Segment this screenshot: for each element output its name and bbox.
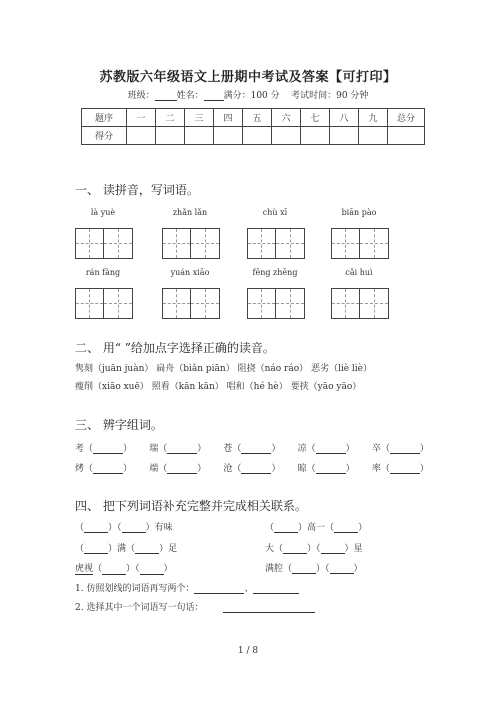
idiom-text: 满腔 (265, 564, 284, 574)
score-header-cell: 总分 (388, 109, 425, 127)
question-text: 2. 选择其中一个词语写一句话： (75, 603, 204, 613)
score-cell[interactable] (156, 127, 185, 145)
grid-cell[interactable] (248, 229, 276, 258)
pinyin-label: fēng zhēng (252, 268, 298, 277)
grid-cell[interactable] (248, 289, 276, 318)
idiom-text: 足 (168, 544, 178, 554)
answer-blank[interactable] (274, 523, 298, 533)
character-grid[interactable] (162, 228, 220, 259)
character-grid[interactable] (247, 228, 305, 259)
pinyin-label: rán fàng (85, 268, 121, 277)
score-cell[interactable] (127, 127, 156, 145)
answer-blank[interactable] (194, 584, 244, 594)
answer-blank[interactable] (223, 603, 315, 613)
score-table-header-row (82, 109, 425, 127)
score-header-cell: 二 (156, 109, 185, 127)
time-label: 考试时间：90 分钟 (291, 91, 369, 101)
idiom-text: 有味 (154, 523, 173, 533)
character-grid[interactable] (162, 288, 220, 319)
grid-cell[interactable] (163, 289, 191, 318)
page-title: 苏教版六年级语文上册期中考试及答案【可打印】 (99, 70, 397, 85)
char: 凉 (297, 444, 307, 454)
answer-blank[interactable] (241, 444, 271, 454)
pinyin-label: cǎi huì (345, 268, 373, 277)
grid-cell[interactable] (191, 289, 219, 318)
answer-blank[interactable] (167, 444, 197, 454)
answer-blank[interactable] (253, 584, 299, 594)
grid-cell[interactable] (191, 229, 219, 258)
answer-blank[interactable] (167, 464, 197, 474)
idiom-left-1: （ ）（ ）有味 (75, 523, 173, 533)
char: 卒 (371, 444, 381, 454)
score-cell[interactable] (330, 127, 359, 145)
idiom-right-2: 大（ ）（ ）星 (265, 544, 363, 554)
answer-blank[interactable] (316, 464, 346, 474)
score-cell[interactable] (272, 127, 301, 145)
answer-blank[interactable] (93, 444, 123, 454)
score-header-cell: 题序 (82, 109, 127, 127)
question-1: 1. 仿照划线的词语再写两个： 、 (75, 581, 299, 594)
score-header-cell: 六 (272, 109, 301, 127)
score-cell[interactable] (388, 127, 425, 145)
section4-heading: 四、 把下列词语补充完整并完成相关联系。 (75, 499, 307, 513)
answer-blank[interactable] (241, 464, 271, 474)
grid-cell[interactable] (104, 289, 132, 318)
reading-item: 照看（kān kān） (151, 382, 224, 392)
char: 晾 (297, 464, 307, 474)
reading-line-1 (75, 361, 372, 374)
grid-cell[interactable] (76, 289, 104, 318)
grid-cell[interactable] (332, 289, 360, 318)
reading-item: 唱和（hé hè） (226, 382, 288, 392)
class-label: 班级： (127, 91, 155, 101)
score-cell[interactable] (243, 127, 272, 145)
character-grid[interactable] (75, 288, 133, 319)
character-grid[interactable] (331, 228, 389, 259)
score-cell[interactable] (185, 127, 214, 145)
answer-blank[interactable] (390, 444, 420, 454)
char: 烤 (75, 464, 85, 474)
answer-blank[interactable] (321, 544, 345, 554)
pinyin-label: yuán xiāo (170, 268, 210, 277)
grid-cell[interactable] (76, 229, 104, 258)
name-blank (204, 91, 224, 101)
pinyin-label: biān pào (341, 208, 377, 217)
idiom-left-2: （ ）满（ ）足 (75, 544, 178, 554)
section3-heading: 三、 辨字组词。 (75, 418, 163, 432)
char: 考 (75, 444, 85, 454)
score-cell[interactable] (301, 127, 330, 145)
grid-cell[interactable] (360, 289, 388, 318)
idiom-text: 大 (265, 544, 275, 554)
char: 苍 (223, 444, 233, 454)
grid-cell[interactable] (276, 289, 304, 318)
reading-item: 隽刻（juān juàn） (75, 364, 154, 374)
answer-blank[interactable] (93, 464, 123, 474)
idiom-text: 满 (117, 544, 127, 554)
answer-blank[interactable] (135, 544, 159, 554)
score-table (81, 108, 425, 145)
idiom-left-3: 虎视（ ）（ ） (75, 564, 173, 574)
grid-cell[interactable] (276, 229, 304, 258)
answer-blank[interactable] (292, 564, 316, 574)
answer-blank[interactable] (140, 565, 164, 575)
score-header-cell: 九 (359, 109, 388, 127)
reading-line-2 (75, 379, 361, 392)
grid-cell[interactable] (163, 229, 191, 258)
exam-info (0, 88, 496, 101)
char: 瑞 (149, 444, 159, 454)
reading-item: 要挟（yāo yāo） (290, 382, 362, 392)
char: 端 (149, 464, 159, 474)
score-row-label: 得分 (82, 127, 127, 145)
word-row-2: 烤（ ） 端（ ） 沧（ ） 晾（ ） 率（ ） (75, 464, 429, 474)
score-header-cell: 三 (185, 109, 214, 127)
reading-item: 瘦削（xiāo xuē） (75, 382, 149, 392)
score-cell[interactable] (214, 127, 243, 145)
answer-blank[interactable] (283, 544, 307, 554)
class-blank (155, 91, 177, 101)
idiom-text: 高一 (307, 523, 326, 533)
score-table-score-row (82, 127, 425, 145)
name-label: 姓名： (176, 91, 204, 101)
character-grid[interactable] (331, 288, 389, 319)
reading-item: 阻挠（náo ráo） (237, 364, 309, 374)
score-label: 满分：100 分 (223, 91, 280, 101)
underlined-idiom: 虎视 (75, 564, 94, 574)
pinyin-label: là yuè (90, 208, 116, 217)
score-header-cell: 四 (214, 109, 243, 127)
character-grid[interactable] (75, 228, 133, 259)
score-header-cell: 八 (330, 109, 359, 127)
score-header-cell: 五 (243, 109, 272, 127)
grid-cell[interactable] (332, 229, 360, 258)
answer-blank[interactable] (84, 523, 108, 533)
score-header-cell: 七 (301, 109, 330, 127)
question-2 (75, 600, 315, 613)
answer-blank[interactable] (102, 565, 126, 575)
char: 率 (371, 464, 381, 474)
idiom-right-3: 满腔（ ）（ ） (265, 564, 363, 574)
char: 沧 (223, 464, 233, 474)
page-number: 1 / 8 (237, 646, 259, 656)
character-grid[interactable] (247, 288, 305, 319)
reading-item: 恶劣（liè liè） (310, 364, 373, 374)
answer-blank[interactable] (330, 564, 354, 574)
pinyin-label: zhǎn lǎn (172, 208, 208, 217)
answer-blank[interactable] (334, 523, 358, 533)
section2-heading: 二、 用“ ”给加点字选择正确的读音。 (75, 341, 275, 355)
answer-blank[interactable] (84, 544, 108, 554)
idiom-text: 星 (353, 544, 363, 554)
question-text: 1. 仿照划线的词语再写两个： (75, 584, 195, 594)
grid-cell[interactable] (360, 229, 388, 258)
grid-cell[interactable] (104, 229, 132, 258)
answer-blank[interactable] (122, 523, 146, 533)
section1-heading: 一、 读拼音，写词语。 (75, 183, 199, 197)
answer-blank[interactable] (390, 464, 420, 474)
reading-item: 扁舟（biǎn piān） (156, 364, 235, 374)
idiom-right-1: （ ）高一（ ） (265, 523, 368, 533)
pinyin-label: chù xī (262, 208, 288, 217)
score-cell[interactable] (359, 127, 388, 145)
answer-blank[interactable] (316, 444, 346, 454)
word-row-1: 考（ ） 瑞（ ） 苍（ ） 凉（ ） 卒（ ） (75, 444, 429, 454)
score-header-cell: 一 (127, 109, 156, 127)
